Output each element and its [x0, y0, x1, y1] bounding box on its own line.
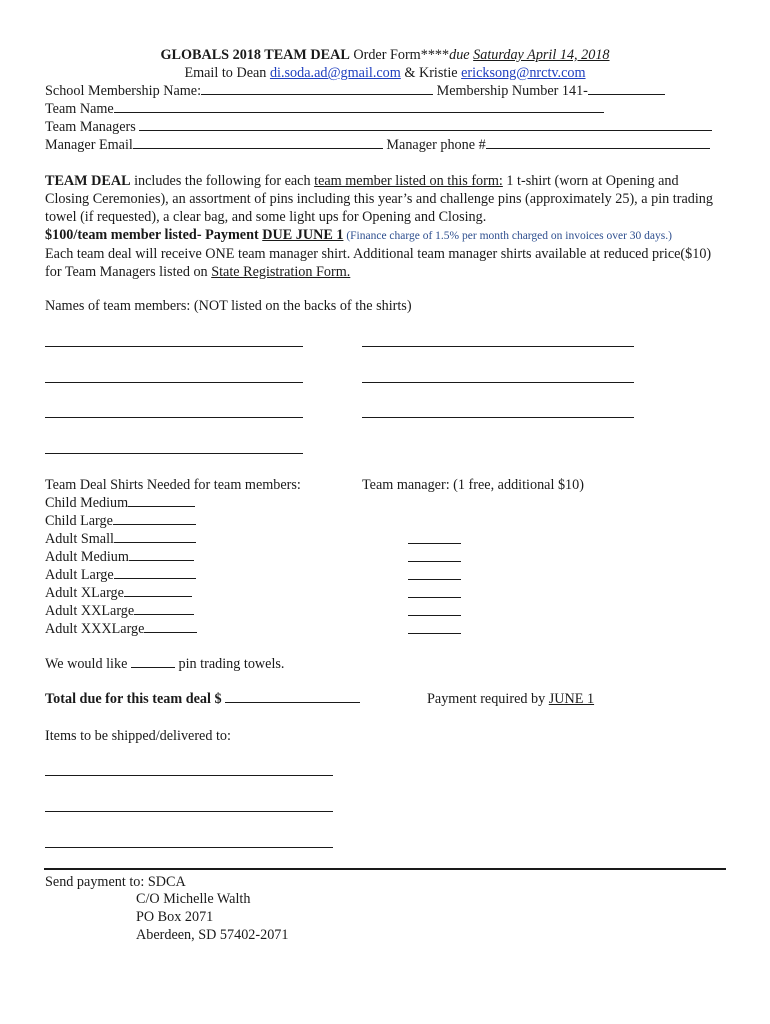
size-label: Adult Medium — [45, 549, 129, 565]
email-and: & Kristie — [400, 65, 462, 81]
team-deal-lead: TEAM DEAL — [45, 173, 131, 189]
send-address-line3: Aberdeen, SD 57402-2071 — [136, 927, 289, 943]
email-dean-link[interactable]: di.soda.ad@gmail.com — [269, 65, 401, 81]
email-prefix: Email to Dean — [184, 65, 270, 81]
size-qty-field[interactable] — [113, 512, 196, 525]
manager-qty-line[interactable] — [408, 561, 461, 562]
size-label: Adult Small — [45, 531, 114, 547]
towels-row — [45, 655, 284, 673]
team-managers-label: Team Managers — [45, 119, 136, 135]
title-due-prefix: due — [449, 47, 474, 63]
member-name-line[interactable] — [45, 382, 303, 383]
payment-due-date: DUE JUNE 1 — [262, 227, 344, 243]
size-label: Adult Large — [45, 567, 114, 583]
manager-email-label: Manager Email — [45, 137, 133, 153]
price-line: $100/team member listed- Payment — [45, 227, 263, 243]
size-qty-field[interactable] — [144, 620, 197, 633]
title-rest: Order Form**** — [349, 47, 450, 63]
shipping-address-line[interactable] — [45, 775, 333, 776]
email-kristie-link[interactable]: ericksong@nrctv.com — [461, 65, 586, 81]
manager-qty-line[interactable] — [408, 633, 461, 634]
due-date: Saturday April 14, 2018 — [473, 47, 610, 63]
size-qty-field[interactable] — [128, 494, 195, 507]
manager-qty-line[interactable] — [408, 615, 461, 616]
finance-note: (Finance charge of 1.5% per month charged on invoices over 30 days.) — [343, 230, 672, 242]
divider — [44, 868, 726, 870]
manager-phone-field[interactable] — [486, 136, 710, 149]
total-label: Total due for this team deal $ — [45, 691, 226, 707]
size-row — [45, 494, 195, 512]
member-name-line[interactable] — [45, 346, 303, 347]
school-name-field[interactable] — [201, 82, 433, 95]
send-payment-label: Send payment to: SDCA — [45, 874, 186, 890]
size-qty-field[interactable] — [114, 530, 196, 543]
manager-contact-row — [45, 136, 710, 154]
size-label: Adult XXLarge — [45, 603, 135, 619]
manager-phone-label: Manager phone # — [382, 137, 486, 153]
manager-shirt-text: Each team deal will receive ONE team manager shirt. Additional team manager shirts available at reduced price($10) for Team Managers listed on — [45, 246, 712, 280]
payment-required-date: JUNE 1 — [548, 691, 595, 707]
email-line — [0, 64, 770, 82]
size-label: Adult XLarge — [45, 585, 124, 601]
form-title — [0, 46, 770, 64]
team-deal-text: includes the following for each — [130, 173, 315, 189]
manager-qty-line[interactable] — [408, 579, 461, 580]
member-name-line[interactable] — [45, 417, 303, 418]
size-qty-field[interactable] — [114, 566, 196, 579]
team-deal-description — [45, 172, 725, 281]
team-managers-row — [45, 118, 712, 136]
member-name-line[interactable] — [362, 346, 634, 347]
membership-number-field[interactable] — [588, 82, 665, 95]
member-name-line[interactable] — [362, 417, 634, 418]
total-amount-field[interactable] — [225, 690, 360, 703]
membership-number-label: Membership Number 141- — [433, 83, 588, 99]
state-registration-link: State Registration Form. — [211, 264, 351, 280]
team-name-label: Team Name — [45, 101, 114, 117]
payment-required-prefix: Payment required by — [427, 691, 549, 707]
shipping-address-line[interactable] — [45, 811, 333, 812]
size-row — [45, 512, 196, 530]
size-qty-field[interactable] — [129, 548, 194, 561]
size-row — [45, 620, 197, 638]
team-name-row — [45, 100, 604, 118]
team-deal-underline: team member listed on this form: — [314, 173, 503, 189]
shipping-label: Items to be shipped/delivered to: — [45, 728, 231, 744]
size-label: Adult XXXLarge — [45, 621, 145, 637]
team-managers-field[interactable] — [139, 118, 712, 131]
size-qty-field[interactable] — [134, 602, 194, 615]
payment-required — [427, 690, 594, 708]
shirts-heading: Team Deal Shirts Needed for team members: — [45, 477, 301, 493]
size-row — [45, 548, 194, 566]
names-label: Names of team members: (NOT listed on the backs of the shirts) — [45, 298, 412, 314]
size-row — [45, 530, 196, 548]
manager-qty-line[interactable] — [408, 597, 461, 598]
title-bold: GLOBALS 2018 TEAM DEAL — [160, 47, 350, 63]
towels-prefix: We would like — [45, 656, 131, 672]
manager-shirts-heading: Team manager: (1 free, additional $10) — [362, 477, 584, 493]
size-label: Child Large — [45, 513, 113, 529]
total-row — [45, 690, 360, 708]
member-name-line[interactable] — [45, 453, 303, 454]
shipping-address-line[interactable] — [45, 847, 333, 848]
size-row — [45, 584, 192, 602]
size-label: Child Medium — [45, 495, 129, 511]
towels-suffix: pin trading towels. — [174, 656, 285, 672]
school-label: School Membership Name: — [45, 83, 202, 99]
send-address-line2: PO Box 2071 — [136, 909, 214, 925]
team-deal-text2: 1 t-shirt (worn at Opening and Closing Ceremonies), an assortment of pins including this year’s and challenge pins (approximately 25), a pin trading towel (if requested), a clear bag, and some light ups for Opening and Closing. — [45, 173, 713, 225]
send-address-line1: C/O Michelle Walth — [136, 891, 251, 907]
manager-email-field[interactable] — [133, 136, 383, 149]
manager-qty-line[interactable] — [408, 543, 461, 544]
school-membership-row — [45, 82, 665, 100]
team-name-field[interactable] — [114, 100, 604, 113]
towels-qty-field[interactable] — [131, 655, 175, 668]
size-row — [45, 566, 196, 584]
member-name-line[interactable] — [362, 382, 634, 383]
size-row — [45, 602, 194, 620]
size-qty-field[interactable] — [124, 584, 192, 597]
